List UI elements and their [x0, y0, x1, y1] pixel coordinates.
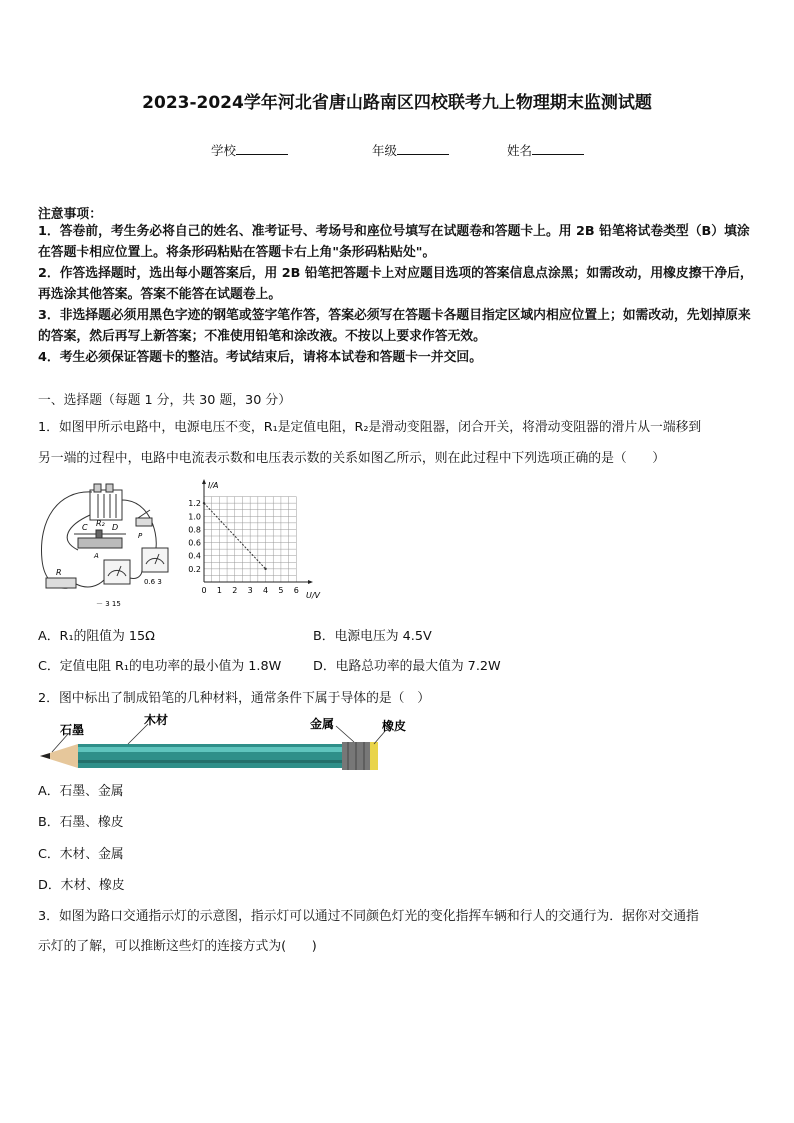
- y-axis-arrow: [202, 479, 206, 484]
- x-tick-label: 5: [278, 586, 284, 595]
- q3-stem-line2: 示灯的了解，可以推断这些灯的连接方式为( ): [38, 939, 317, 954]
- switch: [136, 518, 152, 526]
- notice-item-4: 4．考生必须保证答题卡的整洁。考试结束后，请将本试卷和答题卡一并交回。: [38, 350, 482, 365]
- x-tick-label: 1: [216, 586, 222, 595]
- name-blank[interactable]: [532, 143, 584, 155]
- ammeter: [142, 548, 168, 572]
- graphite-lead: [40, 753, 50, 759]
- iu-chart: [180, 478, 330, 602]
- voltmeter: [104, 560, 130, 584]
- page-title: 2023-2024学年河北省唐山路南区四校联考九上物理期末监测试题: [142, 93, 652, 113]
- q2-option-c[interactable]: C．木材、金属: [38, 847, 124, 862]
- circuit-figure: [38, 480, 178, 610]
- resistor-r1: [46, 578, 76, 588]
- q3-stem-line1: 3．如图为路口交通指示灯的示意图，指示灯可以通过不同颜色灯光的变化指挥车辆和行人的交通行为．据你对交通指: [38, 909, 699, 924]
- q2-option-a[interactable]: A．石墨、金属: [38, 784, 124, 799]
- iu-series-point: [264, 568, 266, 570]
- pencil-figure: [38, 712, 418, 774]
- y-tick-label: 1.0: [188, 512, 201, 522]
- label-c: C: [82, 523, 88, 532]
- label-p: P: [138, 532, 143, 540]
- label-r2: R₂: [96, 519, 105, 528]
- q1-stem-line2: 另一端的过程中，电路中电流表示数和电压表示数的关系如图乙所示，则在此过程中下列选项正确的是（ ）: [38, 451, 666, 466]
- notice-heading: 注意事项：: [38, 207, 102, 222]
- label-a: A: [94, 552, 99, 560]
- section1-heading: 一、选择题（每题 1 分，共 30 题，30 分）: [38, 393, 292, 408]
- school-label: 学校: [211, 143, 237, 158]
- y-tick-label: 0.6: [188, 538, 201, 548]
- x-tick-label: 0: [201, 586, 207, 595]
- x-tick-label: 6: [293, 586, 299, 595]
- x-axis-label: U/V: [306, 591, 321, 600]
- voltmeter-scale: － 3 15: [96, 600, 121, 608]
- name-label: 姓名: [507, 143, 533, 158]
- eraser: [370, 742, 378, 770]
- y-axis-label: I/A: [208, 481, 219, 490]
- q2-option-d[interactable]: D．木材、橡皮: [38, 878, 125, 893]
- iu-series-point: [203, 502, 205, 504]
- q1-option-b[interactable]: B．电源电压为 4.5V: [313, 629, 432, 644]
- q1-stem-line1: 1．如图甲所示电路中，电源电压不变，R₁是定值电阻，R₂是滑动变阻器，闭合开关，将滑动变阻器的滑片从一端移到: [38, 420, 702, 435]
- x-tick-label: 2: [232, 586, 238, 595]
- y-tick-label: 0.8: [188, 525, 201, 535]
- notice-item-2: 2．作答选择题时，选出每小题答案后，用 2B 铅笔把答题卡上对应题目选项的答案信息点涂黑；如需改动，用橡皮擦干净后，再选涂其他答案。答案不能答在试题卷上。: [38, 266, 753, 302]
- rheostat: [78, 538, 122, 548]
- label-wood: 木材: [144, 713, 169, 727]
- q1-option-c[interactable]: C．定值电阻 R₁的电功率的最小值为 1.8W: [38, 659, 282, 674]
- grade-blank[interactable]: [397, 143, 449, 155]
- school-field[interactable]: [211, 141, 288, 159]
- q1-option-a[interactable]: A．R₁的阻值为 15Ω: [38, 629, 155, 644]
- grade-field[interactable]: [372, 141, 449, 159]
- ammeter-scale: 0.6 3: [144, 578, 162, 586]
- q2-option-b[interactable]: B．石墨、橡皮: [38, 815, 124, 830]
- y-tick-label: 1.2: [188, 499, 201, 509]
- label-metal: 金属: [310, 717, 335, 731]
- label-d: D: [112, 523, 119, 532]
- label-graphite: 石墨: [60, 723, 85, 737]
- q2-stem: 2．图中标出了制成铅笔的几种材料，通常条件下属于导体的是（ ）: [38, 691, 431, 706]
- x-tick-label: 4: [262, 586, 269, 595]
- name-field[interactable]: [507, 141, 584, 159]
- y-tick-label: 0.2: [188, 564, 201, 574]
- label-rubber: 橡皮: [382, 719, 407, 733]
- y-tick-label: 0.4: [188, 551, 201, 561]
- notice-item-1: 1．答卷前，考生务必将自己的姓名、准考证号、考场号和座位号填写在试题卷和答题卡上。用 2B 铅笔将试卷类型（B）填涂在答题卡相应位置上。将条形码粘贴在答题卡右上角"条形码粘贴处"。: [38, 224, 750, 260]
- grade-label: 年级: [372, 143, 398, 158]
- label-r: R: [56, 568, 62, 577]
- x-tick-label: 3: [247, 586, 253, 595]
- school-blank[interactable]: [236, 143, 288, 155]
- q1-option-d[interactable]: D．电路总功率的最大值为 7.2W: [313, 659, 501, 674]
- x-axis-arrow: [308, 580, 313, 584]
- battery-box: [90, 490, 122, 520]
- notice-item-3: 3．非选择题必须用黑色字迹的钢笔或签字笔作答，答案必须写在答题卡各题目指定区域内相应位置上；如需改动，先划掉原来的答案，然后再写上新答案；不准使用铅笔和涂改液。不按以上要求作答无效。: [38, 308, 751, 344]
